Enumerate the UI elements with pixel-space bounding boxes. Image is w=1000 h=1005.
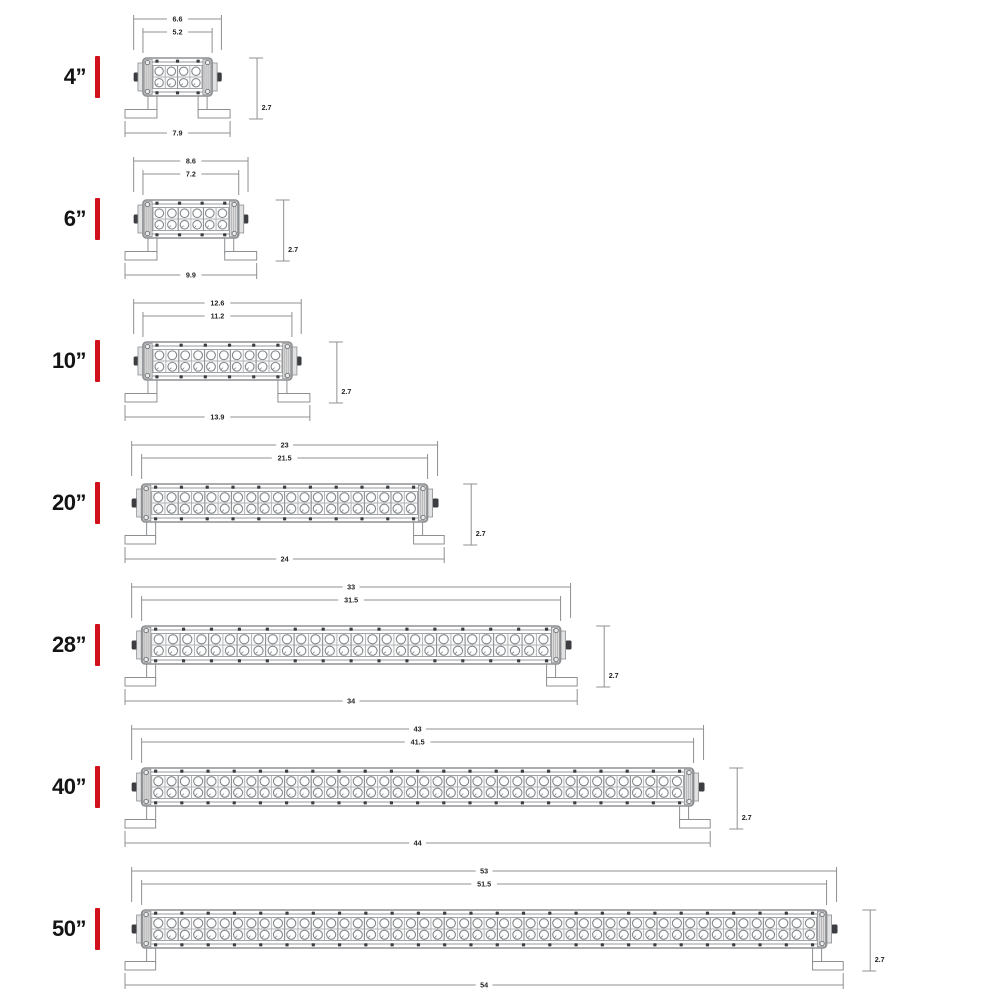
- size-row-4: [0, 432, 1000, 574]
- svg-text:2.7: 2.7: [341, 387, 352, 396]
- svg-text:2.7: 2.7: [288, 245, 299, 254]
- svg-text:2.7: 2.7: [608, 671, 619, 680]
- lightbar-figure: [100, 574, 640, 716]
- size-row-6: [0, 716, 1000, 858]
- size-label: 28”: [52, 632, 86, 657]
- svg-text:2.7: 2.7: [741, 813, 752, 822]
- svg-text:7.9: 7.9: [172, 128, 183, 138]
- size-label: 6”: [63, 206, 86, 231]
- svg-text:12.6: 12.6: [210, 298, 225, 308]
- size-label-col: [0, 290, 100, 432]
- lightbar-figure: [100, 290, 372, 432]
- lightbar-figure: [100, 6, 293, 148]
- size-label: 20”: [52, 490, 86, 515]
- svg-text:2.7: 2.7: [261, 103, 272, 112]
- size-label-col: [0, 716, 100, 858]
- size-label-col: [0, 858, 100, 1000]
- svg-text:21.5: 21.5: [277, 453, 292, 463]
- size-label-col: [0, 148, 100, 290]
- size-label: 10”: [52, 348, 86, 373]
- lightbar-figure: [100, 716, 773, 858]
- svg-text:51.5: 51.5: [477, 879, 492, 889]
- lightbar-figure: [100, 858, 906, 1000]
- size-label-col: [0, 574, 100, 716]
- svg-text:31.5: 31.5: [344, 595, 359, 605]
- svg-text:5.2: 5.2: [172, 27, 183, 37]
- size-row-2: [0, 148, 1000, 290]
- svg-text:9.9: 9.9: [185, 270, 196, 280]
- size-row-3: [0, 290, 1000, 432]
- svg-text:13.9: 13.9: [210, 412, 225, 422]
- svg-text:2.7: 2.7: [874, 955, 885, 964]
- diagram-rows: [0, 6, 1000, 1000]
- size-label: 50”: [52, 916, 86, 941]
- svg-text:34: 34: [347, 696, 356, 706]
- svg-text:8.6: 8.6: [185, 156, 196, 166]
- size-row-1: [0, 6, 1000, 148]
- size-label: 40”: [52, 774, 86, 799]
- svg-text:6.6: 6.6: [172, 14, 183, 24]
- size-row-5: [0, 574, 1000, 716]
- svg-text:2.7: 2.7: [475, 529, 486, 538]
- svg-text:7.2: 7.2: [185, 169, 196, 179]
- size-row-7: [0, 858, 1000, 1000]
- svg-text:23: 23: [280, 440, 289, 450]
- svg-text:54: 54: [480, 980, 489, 990]
- svg-text:24: 24: [280, 554, 289, 564]
- size-label: 4”: [63, 64, 86, 89]
- size-label-col: [0, 432, 100, 574]
- lightbar-figure: [100, 432, 507, 574]
- svg-text:43: 43: [413, 724, 422, 734]
- svg-text:11.2: 11.2: [210, 311, 225, 321]
- svg-text:41.5: 41.5: [410, 737, 425, 747]
- svg-text:44: 44: [413, 838, 422, 848]
- svg-text:53: 53: [480, 866, 489, 876]
- lightbar-figure: [100, 148, 319, 290]
- size-label-col: [0, 6, 100, 148]
- svg-text:33: 33: [347, 582, 356, 592]
